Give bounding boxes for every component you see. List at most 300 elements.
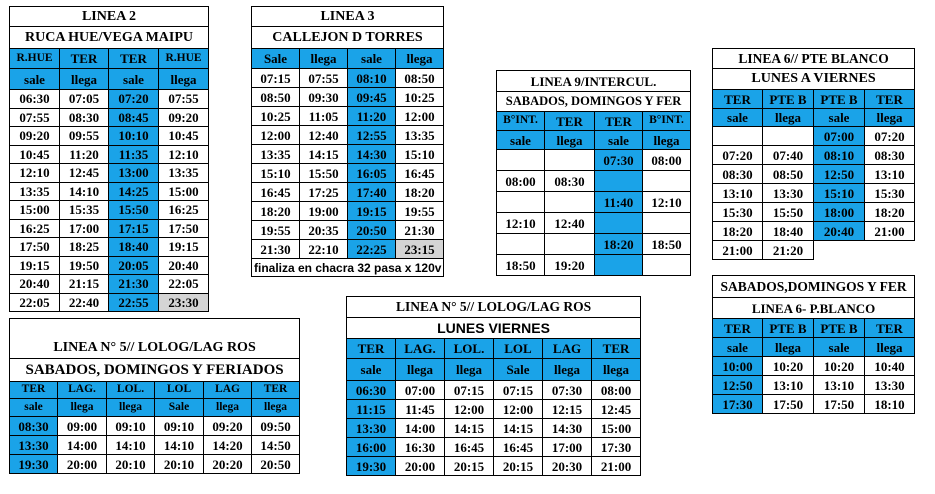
time-cell: 20:15: [494, 457, 543, 476]
time-cell: 20:05: [109, 256, 159, 275]
col-head: TER: [713, 90, 763, 109]
linea-2-table: [9, 6, 209, 312]
col-head: TER: [347, 339, 396, 359]
col-head: LOL.: [445, 339, 494, 359]
time-cell: 08:30: [60, 108, 109, 127]
time-cell: 20:40: [10, 275, 60, 294]
time-cell: 19:15: [348, 202, 396, 221]
time-cell: 15:35: [60, 201, 109, 220]
time-cell: 13:10: [814, 376, 865, 395]
table-row: [10, 275, 209, 294]
table-row: [713, 127, 915, 146]
table-row: [10, 182, 209, 201]
linea-3-title: LINEA 3: [252, 7, 444, 27]
time-cell: 22:55: [109, 293, 159, 312]
time-cell: 10:45: [159, 127, 209, 146]
time-cell: 15:30: [865, 184, 915, 203]
time-cell: 09:10: [155, 417, 204, 436]
time-cell: 09:50: [252, 417, 300, 436]
table-row: [713, 376, 915, 395]
col-head: TER: [10, 382, 58, 399]
time-cell: 17:00: [543, 438, 592, 457]
time-cell: 13:00: [109, 164, 159, 183]
time-cell: 18:50: [643, 234, 691, 255]
time-cell: [545, 234, 595, 255]
col-subhead: Sale: [155, 399, 204, 417]
time-cell: 20:35: [300, 221, 348, 240]
time-cell: 17:30: [713, 395, 763, 414]
time-cell: 19:20: [545, 255, 595, 276]
time-cell: 16:25: [159, 201, 209, 220]
table-row: [713, 165, 915, 184]
col-subhead: llega: [763, 338, 814, 357]
time-cell: 16:45: [445, 438, 494, 457]
col-subhead: sale: [814, 109, 865, 127]
linea-9-block: [496, 70, 691, 276]
time-cell: 13:35: [10, 182, 60, 201]
time-cell: 13:10: [713, 184, 763, 203]
time-cell: 11:20: [60, 145, 109, 164]
table-row: [252, 145, 444, 164]
time-cell: 14:20: [204, 436, 252, 455]
time-cell: 16:45: [396, 164, 444, 183]
time-cell: 07:20: [109, 90, 159, 109]
table-row: [252, 221, 444, 240]
time-cell: 22:05: [10, 293, 60, 312]
time-cell: 14:30: [543, 419, 592, 438]
time-cell: 06:30: [10, 90, 60, 109]
table-row: [252, 164, 444, 183]
time-cell: 08:50: [252, 88, 300, 107]
col-head: Sale: [252, 49, 300, 69]
table-row: [497, 171, 691, 192]
time-cell: 21:00: [713, 241, 763, 260]
col-subhead: llega: [543, 359, 592, 381]
time-cell: 09:00: [58, 417, 107, 436]
table-row: [347, 381, 641, 400]
col-subhead: llega: [107, 399, 155, 417]
col-subhead: llega: [252, 399, 300, 417]
time-cell: 07:30: [595, 150, 643, 171]
table-row: [10, 256, 209, 275]
time-cell: 20:30: [543, 457, 592, 476]
time-cell: 13:10: [763, 376, 814, 395]
time-cell: 12:00: [396, 107, 444, 126]
col-head: LAG: [543, 339, 592, 359]
table-row: [252, 126, 444, 145]
time-cell: 17:50: [10, 238, 60, 257]
time-cell: 10:40: [865, 357, 915, 376]
col-subhead: llega: [58, 399, 107, 417]
time-cell: 15:50: [109, 201, 159, 220]
time-cell: 12:10: [159, 145, 209, 164]
col-head: PTE B: [763, 319, 814, 338]
time-cell: 10:00: [713, 357, 763, 376]
table-row: [10, 164, 209, 183]
time-cell: 12:40: [300, 126, 348, 145]
linea-9-table: [496, 70, 691, 276]
linea-2-block: [9, 6, 209, 312]
time-cell: 16:00: [347, 438, 396, 457]
time-cell: 19:30: [10, 455, 58, 474]
time-cell: [713, 127, 763, 146]
col-subhead: llega: [204, 399, 252, 417]
time-cell: 15:10: [814, 184, 865, 203]
time-cell: 09:30: [300, 88, 348, 107]
time-cell: 08:10: [814, 146, 865, 165]
col-subhead: sale: [347, 359, 396, 381]
table-row: [10, 293, 209, 312]
time-cell: 13:10: [865, 165, 915, 184]
time-cell: 14:30: [348, 145, 396, 164]
time-cell: 15:10: [396, 145, 444, 164]
time-cell: 07:00: [814, 127, 865, 146]
linea-5-weekday-title: LINEA N° 5// LOLOG/LAG ROS: [347, 297, 641, 318]
time-cell: 20:50: [348, 221, 396, 240]
table-row: [10, 145, 209, 164]
col-subhead: llega: [545, 131, 595, 150]
linea-3-note: finaliza en chacra 32 pasa x 120v: [252, 259, 444, 277]
table-row: [10, 417, 300, 436]
col-head: llega: [300, 49, 348, 69]
linea-3-subtitle: CALLEJON D TORRES: [252, 27, 444, 49]
linea-3-block: [251, 6, 444, 277]
time-cell: 15:50: [300, 164, 348, 183]
col-head: LOL.: [107, 382, 155, 399]
time-cell: 08:45: [109, 108, 159, 127]
linea-5-weekday-subtitle: LUNES VIERNES: [347, 318, 641, 339]
col-subhead: llega: [643, 131, 691, 150]
time-cell: [643, 213, 691, 234]
time-cell: 17:40: [348, 183, 396, 202]
time-cell: 16:25: [10, 219, 60, 238]
time-cell: 13:35: [252, 145, 300, 164]
linea-9-subtitle: SABADOS, DOMINGOS Y FER: [497, 92, 691, 112]
time-cell: 12:40: [545, 213, 595, 234]
time-cell: 07:20: [865, 127, 915, 146]
table-row: [347, 438, 641, 457]
col-head: TER: [60, 49, 109, 69]
time-cell: 18:50: [497, 255, 545, 276]
time-cell: 12:10: [497, 213, 545, 234]
time-cell: 12:00: [445, 400, 494, 419]
col-subhead: sale: [713, 109, 763, 127]
linea-6-weekend-title: SABADOS,DOMINGOS Y FER: [713, 276, 915, 298]
time-cell: [595, 171, 643, 192]
time-cell: 11:40: [595, 192, 643, 213]
linea-6-block: [712, 48, 915, 260]
time-cell: 13:30: [347, 419, 396, 438]
linea-5-weekday-block: [346, 296, 641, 476]
time-cell: 20:10: [107, 455, 155, 474]
time-cell: 16:05: [348, 164, 396, 183]
time-cell: 19:55: [396, 202, 444, 221]
col-subhead: llega: [865, 109, 915, 127]
time-cell: 08:00: [643, 150, 691, 171]
table-row: [252, 183, 444, 202]
table-row: [713, 146, 915, 165]
table-row: [10, 455, 300, 474]
table-row: [10, 90, 209, 109]
time-cell: 07:40: [763, 146, 814, 165]
col-head: LOL: [494, 339, 543, 359]
time-cell: 12:45: [592, 400, 641, 419]
time-cell: 20:50: [252, 455, 300, 474]
col-head: TER: [252, 382, 300, 399]
time-cell: 15:00: [159, 182, 209, 201]
time-cell: 21:30: [396, 221, 444, 240]
time-cell: 18:10: [865, 395, 915, 414]
time-cell: 12:10: [643, 192, 691, 213]
time-cell: 19:50: [60, 256, 109, 275]
time-cell: 19:00: [300, 202, 348, 221]
time-cell: 17:50: [159, 219, 209, 238]
time-cell: 07:15: [494, 381, 543, 400]
col-subhead: sale: [713, 338, 763, 357]
col-head: PTE B: [763, 90, 814, 109]
time-cell: 08:50: [396, 69, 444, 88]
time-cell: 20:15: [445, 457, 494, 476]
table-row: [252, 88, 444, 107]
col-subhead: Sale: [494, 359, 543, 381]
linea-5-weekend-spacer: [10, 319, 300, 339]
time-cell: 17:25: [300, 183, 348, 202]
time-cell: 07:30: [543, 381, 592, 400]
time-cell: 21:20: [763, 241, 814, 260]
table-row: [347, 457, 641, 476]
time-cell: 17:50: [814, 395, 865, 414]
time-cell: 11:05: [300, 107, 348, 126]
time-cell: 11:45: [396, 400, 445, 419]
col-subhead: sale: [10, 69, 60, 90]
linea-6-table: [712, 48, 915, 260]
time-cell: 10:45: [10, 145, 60, 164]
time-cell: [545, 150, 595, 171]
time-cell: 14:15: [300, 145, 348, 164]
time-cell: 08:30: [713, 165, 763, 184]
time-cell: [595, 255, 643, 276]
time-cell: 07:55: [10, 108, 60, 127]
time-cell: 09:20: [10, 127, 60, 146]
time-cell: 11:35: [109, 145, 159, 164]
time-cell: 21:00: [592, 457, 641, 476]
table-row: [713, 184, 915, 203]
time-cell: 08:50: [763, 165, 814, 184]
time-cell: 15:00: [10, 201, 60, 220]
col-subhead: sale: [595, 131, 643, 150]
time-cell: 18:20: [252, 202, 300, 221]
linea-2-title: LINEA 2: [10, 7, 209, 27]
time-cell: 18:20: [865, 203, 915, 222]
time-cell: 19:15: [159, 238, 209, 257]
time-cell: 07:20: [713, 146, 763, 165]
linea-9-title: LINEA 9/INTERCUL.: [497, 71, 691, 92]
col-subhead: sale: [109, 69, 159, 90]
time-cell: 12:45: [60, 164, 109, 183]
time-cell: 21:15: [60, 275, 109, 294]
time-cell: 21:00: [865, 222, 915, 241]
col-subhead: sale: [497, 131, 545, 150]
table-row: [10, 127, 209, 146]
time-cell: 07:00: [396, 381, 445, 400]
col-head: TER: [865, 90, 915, 109]
time-cell: 20:10: [155, 455, 204, 474]
time-cell: 10:25: [252, 107, 300, 126]
time-cell: 11:20: [348, 107, 396, 126]
time-cell: 22:40: [60, 293, 109, 312]
time-cell: 20:20: [204, 455, 252, 474]
time-cell: 07:15: [252, 69, 300, 88]
time-cell: 09:10: [107, 417, 155, 436]
time-cell: 08:30: [10, 417, 58, 436]
time-cell: 14:10: [155, 436, 204, 455]
time-cell: 23:15: [396, 240, 444, 259]
time-cell: 18:25: [60, 238, 109, 257]
time-cell: 09:45: [348, 88, 396, 107]
time-cell: 19:30: [347, 457, 396, 476]
table-row: [497, 150, 691, 171]
time-cell: 14:10: [60, 182, 109, 201]
time-cell: 08:00: [592, 381, 641, 400]
time-cell: 07:05: [60, 90, 109, 109]
time-cell: 16:30: [396, 438, 445, 457]
time-cell: 18:00: [814, 203, 865, 222]
time-cell: 08:10: [348, 69, 396, 88]
time-cell: 23:30: [159, 293, 209, 312]
time-cell: 12:15: [543, 400, 592, 419]
time-cell: 14:50: [252, 436, 300, 455]
time-cell: 15:10: [252, 164, 300, 183]
time-cell: 22:25: [348, 240, 396, 259]
table-row: [347, 400, 641, 419]
time-cell: 08:30: [865, 146, 915, 165]
time-cell: 20:40: [159, 256, 209, 275]
time-cell: [545, 192, 595, 213]
time-cell: [763, 127, 814, 146]
linea-6-title: LINEA 6// PTE BLANCO: [713, 49, 915, 69]
col-head: TER: [865, 319, 915, 338]
linea-6-subtitle: LUNES A VIERNES: [713, 69, 915, 90]
time-cell: 12:55: [348, 126, 396, 145]
time-cell: [497, 150, 545, 171]
col-head: B°INT.: [497, 112, 545, 131]
time-cell: 13:30: [763, 184, 814, 203]
table-row: [10, 108, 209, 127]
table-row: [713, 222, 915, 241]
col-head: TER: [595, 112, 643, 131]
col-head: TER: [545, 112, 595, 131]
time-cell: 06:30: [347, 381, 396, 400]
time-cell: [643, 171, 691, 192]
linea-6-weekend-block: [712, 275, 915, 414]
time-cell: 11:15: [347, 400, 396, 419]
table-row: [497, 234, 691, 255]
table-row: [713, 241, 915, 260]
time-cell: 10:20: [814, 357, 865, 376]
col-subhead: llega: [60, 69, 109, 90]
time-cell: 20:40: [814, 222, 865, 241]
time-cell: 17:00: [60, 219, 109, 238]
time-cell: 07:15: [445, 381, 494, 400]
time-cell: 14:00: [396, 419, 445, 438]
time-cell: 14:00: [58, 436, 107, 455]
col-subhead: sale: [10, 399, 58, 417]
col-head: llega: [396, 49, 444, 69]
time-cell: 18:20: [595, 234, 643, 255]
time-cell: 15:00: [592, 419, 641, 438]
time-cell: 14:15: [494, 419, 543, 438]
linea-6-weekend-subtitle: LINEA 6- P.BLANCO: [713, 298, 915, 319]
time-cell: 17:50: [763, 395, 814, 414]
linea-2-subtitle: RUCA HUE/VEGA MAIPU: [10, 27, 209, 49]
table-row: [347, 419, 641, 438]
table-row: [713, 357, 915, 376]
linea-5-weekend-table: [9, 318, 300, 474]
linea-5-weekend-block: [9, 318, 300, 474]
time-cell: 09:20: [159, 108, 209, 127]
col-head: B°INT.: [643, 112, 691, 131]
time-cell: [595, 213, 643, 234]
col-subhead: llega: [159, 69, 209, 90]
time-cell: 16:45: [494, 438, 543, 457]
time-cell: 13:35: [396, 126, 444, 145]
time-cell: 13:35: [159, 164, 209, 183]
table-row: [10, 436, 300, 455]
col-head: TER: [109, 49, 159, 69]
time-cell: [643, 255, 691, 276]
table-row: [10, 238, 209, 257]
col-head: sale: [348, 49, 396, 69]
time-cell: 14:15: [445, 419, 494, 438]
col-head: LAG: [204, 382, 252, 399]
table-row: [252, 240, 444, 259]
table-row: [252, 107, 444, 126]
time-cell: 22:10: [300, 240, 348, 259]
linea-5-weekday-table: [346, 296, 641, 476]
time-cell: 14:25: [109, 182, 159, 201]
time-cell: 09:20: [204, 417, 252, 436]
time-cell: 17:30: [592, 438, 641, 457]
time-cell: 18:40: [109, 238, 159, 257]
time-cell: 07:55: [159, 90, 209, 109]
col-subhead: llega: [396, 359, 445, 381]
col-head: PTE B: [814, 319, 865, 338]
col-head: LOL: [155, 382, 204, 399]
time-cell: 12:00: [494, 400, 543, 419]
linea-3-table: [251, 6, 444, 277]
time-cell: 19:15: [10, 256, 60, 275]
time-cell: 18:40: [763, 222, 814, 241]
col-subhead: llega: [763, 109, 814, 127]
col-subhead: sale: [814, 338, 865, 357]
time-cell: [497, 192, 545, 213]
time-cell: 17:15: [109, 219, 159, 238]
table-row: [10, 219, 209, 238]
table-row: [497, 213, 691, 234]
col-head: PTE B: [814, 90, 865, 109]
time-cell: 07:55: [300, 69, 348, 88]
time-cell: 16:45: [252, 183, 300, 202]
col-head: TER: [592, 339, 641, 359]
time-cell: 20:00: [396, 457, 445, 476]
table-row: [497, 255, 691, 276]
table-row: [10, 201, 209, 220]
linea-5-weekend-title: LINEA N° 5// LOLOG/LAG ROS: [10, 339, 300, 359]
time-cell: 18:20: [713, 222, 763, 241]
table-row: [497, 192, 691, 213]
col-subhead: llega: [445, 359, 494, 381]
time-cell: 10:10: [109, 127, 159, 146]
